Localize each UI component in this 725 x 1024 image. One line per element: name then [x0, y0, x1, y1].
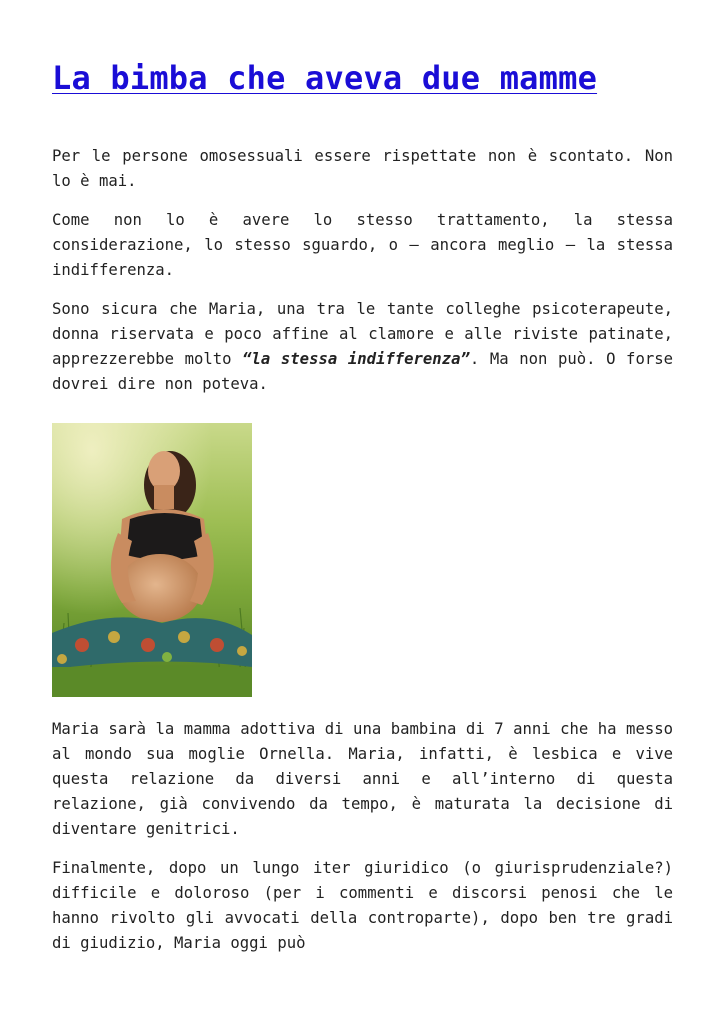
- paragraph-5: Finalmente, dopo un lungo iter giuridico (o giurisprudenziale?) difficile e doloroso (per i commenti e discorsi penosi che le hanno rivolto gli avvocati della controparte), dopo ben tre gradi di giudizio, Maria oggi può: [52, 859, 673, 952]
- article-title-link[interactable]: La bimba che aveva due mamme: [52, 59, 598, 97]
- paragraph-3-text-before: Sono sicura che Maria, una tra le tante colleghe psicoterapeute, donna riservata e poco affine al clamore e alle riviste patinate, apprezzerebbe molto: [52, 300, 673, 368]
- paragraph-4: Maria sarà la mamma adottiva di una bambina di 7 anni che ha messo al mondo sua moglie Ornella. Maria, infatti, è lesbica e vive questa relazione da diversi anni e all’interno di questa relazione, già convivendo da tempo, è maturata la decisione di diventare genitrici.: [52, 720, 673, 838]
- article-photo: [52, 423, 252, 697]
- article: [52, 0, 673, 956]
- paragraph-3: [52, 297, 673, 397]
- paragraph-1: Per le persone omosessuali essere rispettate non è scontato. Non lo è mai.: [52, 147, 673, 190]
- paragraph-2: Come non lo è avere lo stesso trattamento, la stessa considerazione, lo stesso sguardo, o – ancora meglio – la stessa indifferenza.: [52, 211, 673, 279]
- paragraph-3-quote: “la stessa indifferenza”: [242, 350, 470, 368]
- paragraph-3-text-after: . Ma non può. O forse dovrei dire non poteva.: [52, 350, 674, 393]
- article-title: [52, 56, 673, 100]
